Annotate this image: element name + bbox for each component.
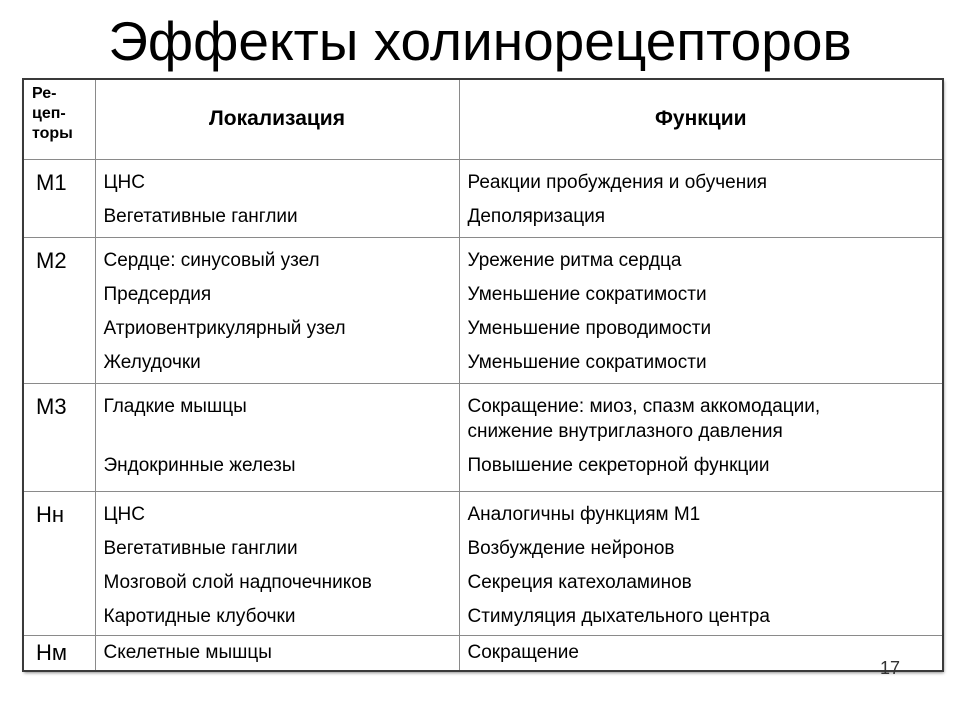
localization-item: Предсердия [103, 283, 212, 305]
header-receptors-line: торы [32, 125, 73, 142]
function-item: Секреция катехоламинов [467, 571, 692, 593]
functions-cell [459, 635, 943, 671]
function-item: снижение внутриглазного давления [467, 420, 783, 442]
localization-item: Эндокринные железы [103, 454, 296, 476]
functions-cell [459, 237, 943, 383]
localization-item: Вегетативные ганглии [103, 205, 298, 227]
function-item: Урежение ритма сердца [467, 249, 682, 271]
receptor-table-wrapper [22, 78, 942, 670]
receptor-cell: М2 [23, 237, 95, 383]
table-row [23, 491, 943, 635]
localization-cell [95, 491, 459, 635]
header-row [23, 79, 943, 159]
table-row [23, 159, 943, 237]
function-item: Сокращение: миоз, спазм аккомодации, [467, 395, 821, 417]
table-row [23, 237, 943, 383]
localization-item: Скелетные мышцы [103, 641, 272, 663]
receptor-cell: М3 [23, 383, 95, 491]
localization-item: Атриовентрикулярный узел [103, 317, 346, 339]
header-receptors-line: Ре- [32, 85, 57, 102]
function-item: Уменьшение сократимости [467, 283, 707, 305]
localization-item: Каротидные клубочки [103, 605, 296, 627]
table-row [23, 383, 943, 491]
function-item: Сокращение [467, 641, 579, 663]
localization-item: ЦНС [103, 171, 145, 193]
function-item: Возбуждение нейронов [467, 537, 675, 559]
localization-cell [95, 159, 459, 237]
functions-cell [459, 383, 943, 491]
header-functions: Функции [459, 79, 943, 159]
functions-cell [459, 491, 943, 635]
receptor-table [22, 78, 944, 672]
localization-item: Вегетативные ганглии [103, 537, 298, 559]
table-row [23, 635, 943, 671]
localization-item: ЦНС [103, 503, 145, 525]
function-item: Уменьшение сократимости [467, 351, 707, 373]
localization-cell [95, 635, 459, 671]
receptor-cell: М1 [23, 159, 95, 237]
functions-cell [459, 159, 943, 237]
header-receptors-line: цеп- [32, 105, 66, 122]
localization-cell [95, 237, 459, 383]
function-item: Реакции пробуждения и обучения [467, 171, 768, 193]
localization-item: Желудочки [103, 351, 201, 373]
receptor-cell: Нн [23, 491, 95, 635]
localization-cell [95, 383, 459, 491]
page-number: 17 [880, 658, 901, 678]
header-receptors [23, 79, 95, 159]
function-item: Уменьшение проводимости [467, 317, 712, 339]
localization-item: Мозговой слой надпочечников [103, 571, 372, 593]
receptor-cell: Нм [23, 635, 95, 671]
spacer [104, 424, 459, 449]
function-item: Повышение секреторной функции [467, 454, 770, 476]
function-item: Стимуляция дыхательного центра [467, 605, 770, 627]
header-localization: Локализация [95, 79, 459, 159]
function-item: Деполяризация [467, 205, 605, 227]
localization-item: Гладкие мышцы [103, 395, 247, 417]
page-title: Эффекты холинорецепторов [108, 10, 852, 72]
function-item: Аналогичны функциям М1 [467, 503, 701, 525]
localization-item: Сердце: синусовый узел [103, 249, 320, 271]
